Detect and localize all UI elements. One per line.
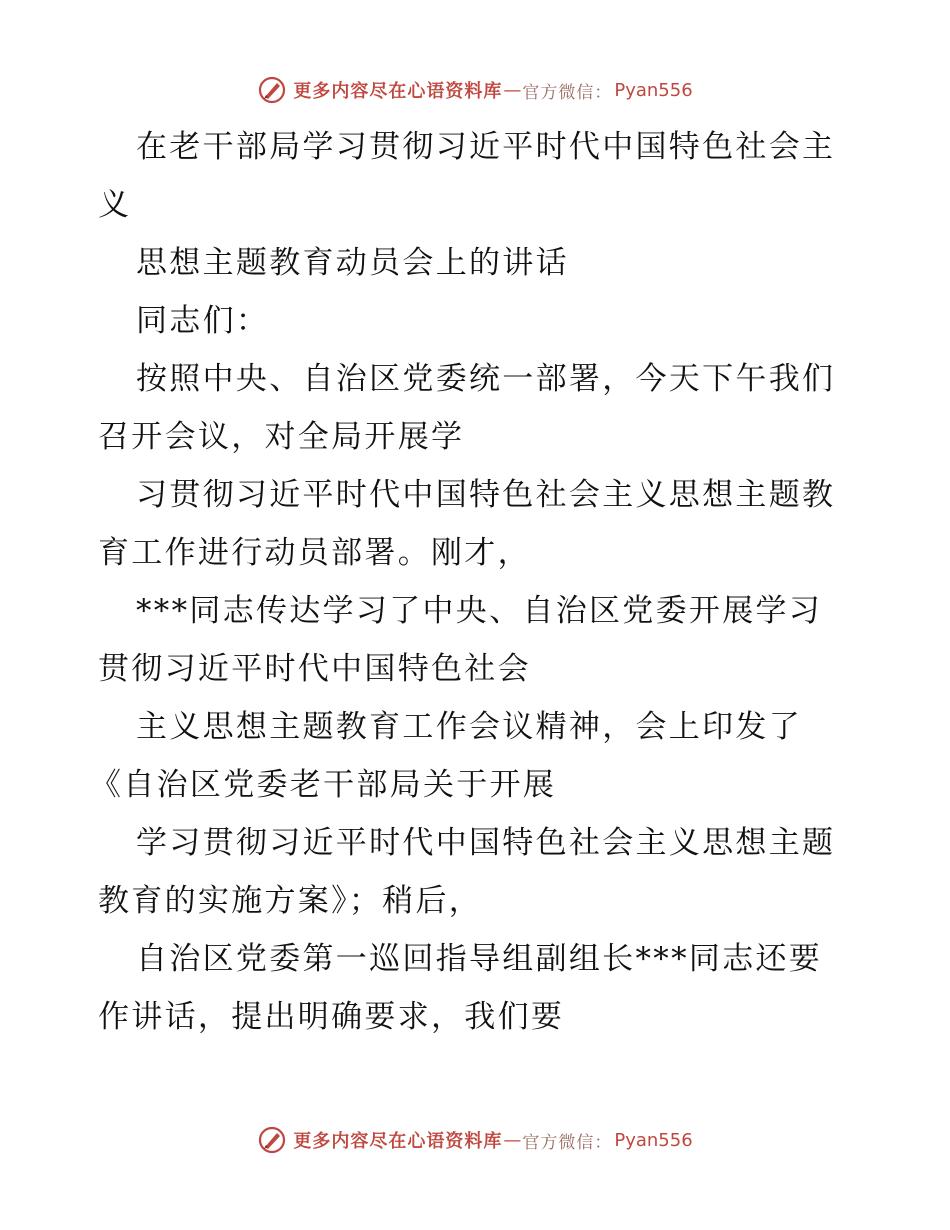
- watermark-wechat-id: Pyan556: [614, 79, 693, 101]
- paragraph-6-line-1: 自治区党委第一巡回指导组副组长***同志还要: [136, 941, 823, 977]
- watermark-main-text: 更多内容尽在心语资料库: [293, 1131, 503, 1152]
- paragraph-6-line-2: 作讲话，提出明确要求，我们要: [98, 999, 565, 1035]
- paragraph-4-line-2: 《自治区党委老干部局关于开展: [90, 767, 557, 803]
- header-watermark: [0, 70, 950, 110]
- paragraph-1-line-2: 召开会议，对全局开展学: [98, 419, 465, 455]
- paragraph-3-line-1: ***同志传达学习了中央、自治区党委开展学习: [136, 593, 823, 629]
- pen-logo-icon: [257, 75, 287, 105]
- title-line-1: 在老干部局学习贯彻习近平时代中国特色社会主: [136, 129, 836, 165]
- watermark-dash: —: [503, 79, 522, 101]
- footer-watermark: [0, 1120, 950, 1160]
- paragraph-5-line-1: 学习贯彻习近平时代中国特色社会主义思想主题: [136, 825, 836, 861]
- salutation: 同志们：: [136, 303, 270, 339]
- title-line-3: 思想主题教育动员会上的讲话: [136, 245, 569, 281]
- paragraph-2-line-1: 习贯彻习近平时代中国特色社会主义思想主题教: [136, 477, 836, 513]
- watermark-sub-text: 官方微信：: [522, 82, 613, 103]
- watermark-dash: —: [503, 1129, 522, 1151]
- watermark-wechat-id: Pyan556: [614, 1129, 693, 1151]
- paragraph-4-line-1: 主义思想主题教育工作会议精神，会上印发了: [136, 709, 802, 745]
- pen-logo-icon: [257, 1125, 287, 1155]
- watermark-sub-text: 官方微信：: [522, 1132, 613, 1153]
- paragraph-3-line-2: 贯彻习近平时代中国特色社会: [98, 651, 531, 687]
- watermark-main-text: 更多内容尽在心语资料库: [293, 81, 503, 102]
- paragraph-2-line-2: 育工作进行动员部署。刚才，: [98, 535, 531, 571]
- title-line-2: 义: [98, 187, 132, 223]
- paragraph-5-line-2: 教育的实施方案》；稍后，: [98, 883, 483, 919]
- paragraph-1-line-1: 按照中央、自治区党委统一部署，今天下午我们: [136, 361, 836, 397]
